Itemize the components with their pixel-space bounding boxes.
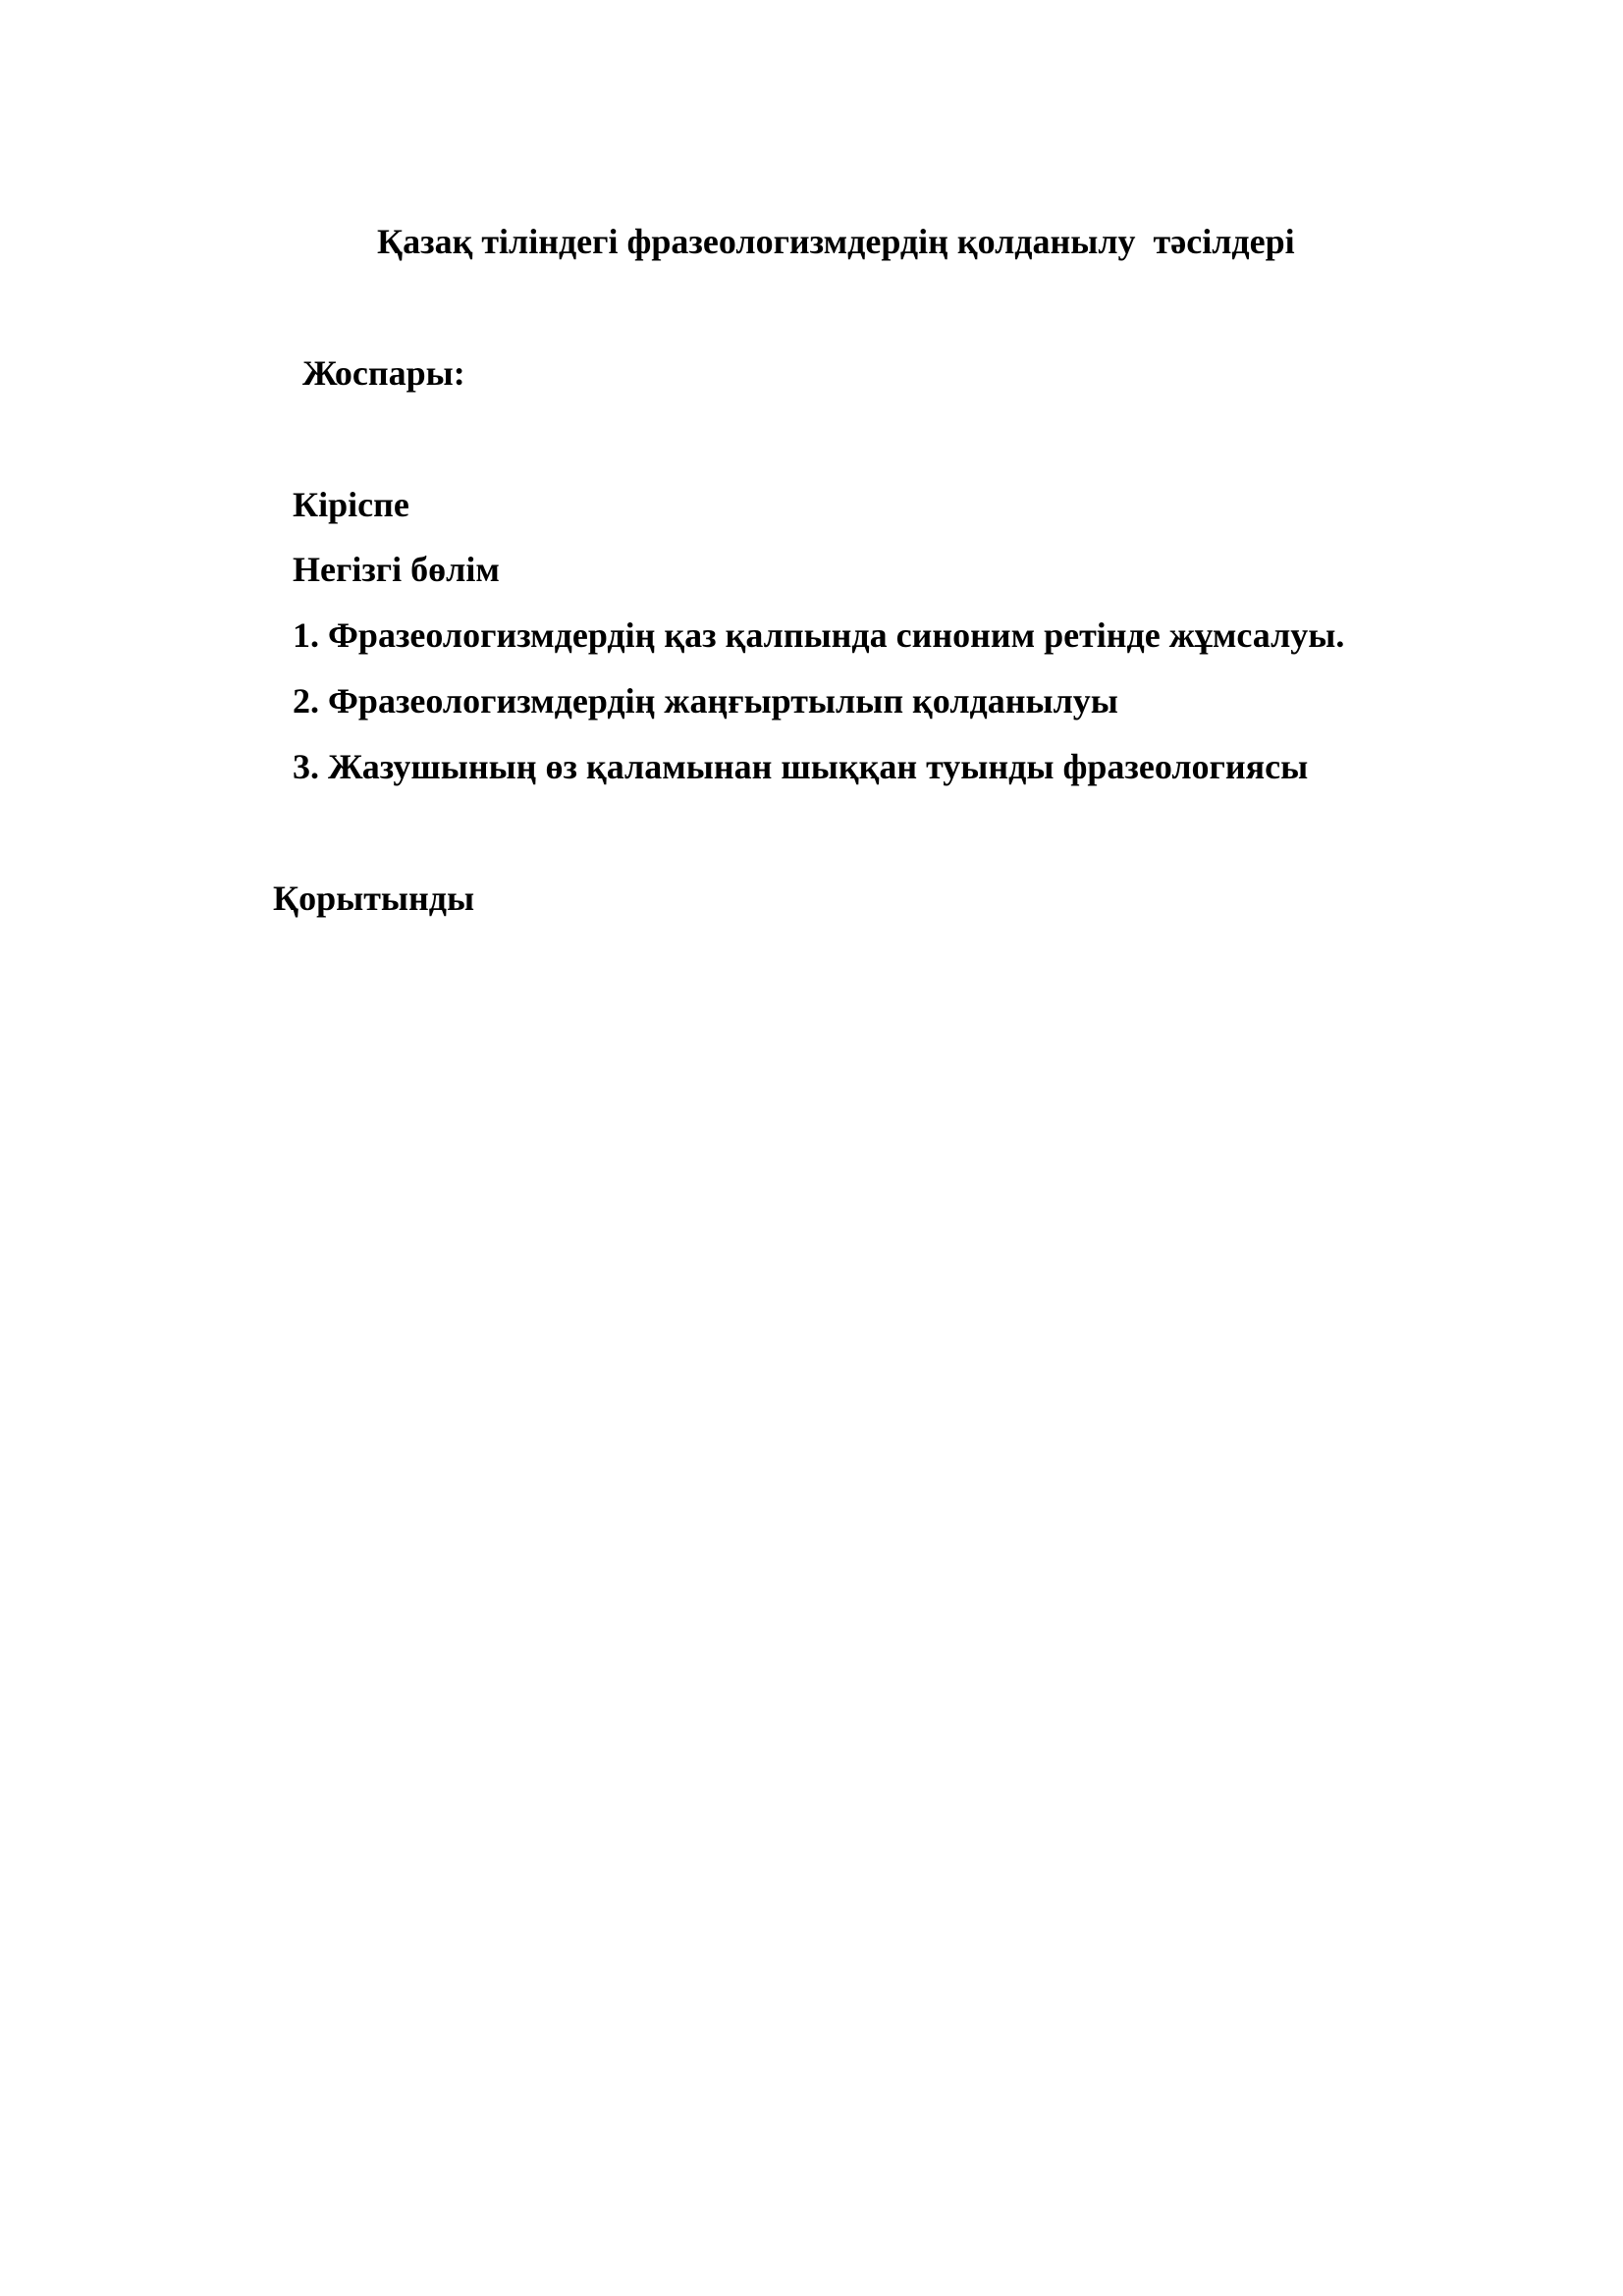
plan-heading: Жоспары: xyxy=(302,353,465,393)
plan-item-main-part: Негізгі бөлім xyxy=(293,550,500,589)
plan-item-introduction: Кіріспе xyxy=(293,485,409,524)
plan-subitem-1: 1. Фразеологизмдердің қаз қалпында синоним ретінде жұмсалуы. xyxy=(293,615,1345,655)
plan-subitem-2: 2. Фразеологизмдердің жаңғыртылып қолданылуы xyxy=(293,681,1118,721)
plan-subitem-3: 3. Жазушының өз қаламынан шыққан туынды фразеологиясы xyxy=(293,747,1309,786)
document-title: Қазақ тіліндегі фразеологизмдердің қолданылу тәсілдері xyxy=(377,222,1295,261)
plan-item-conclusion: Қорытынды xyxy=(273,879,475,918)
